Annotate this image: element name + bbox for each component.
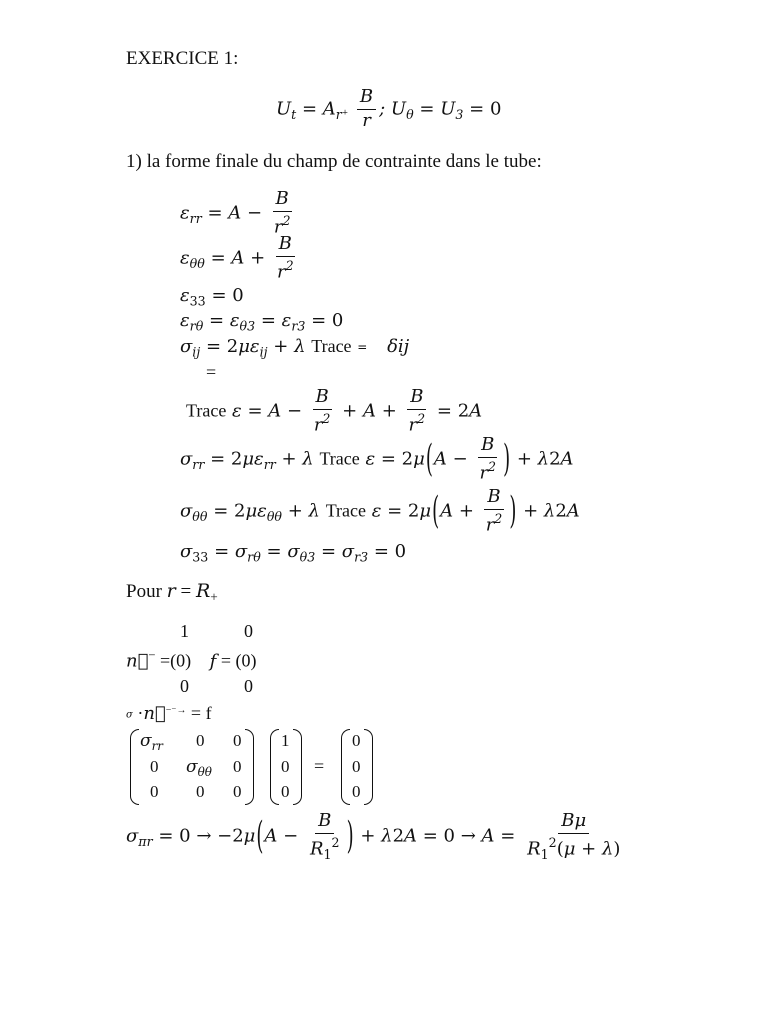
equation-sigma-ij: $\sigma_{ij} = 2\mu\varepsilon_{ij} + \lambda$ Trace = δij	[180, 336, 410, 360]
trace-label: Trace	[311, 336, 352, 356]
exercise-title: EXERCICE 1:	[126, 48, 239, 69]
force-vector-matrix: 0 0 0	[341, 729, 373, 805]
vector-n-f-line: n⃗− =(0) f = (0)	[126, 648, 257, 672]
equation-displacement: $U_t = A_{r^+}$ $\frac{B}{r}$ ; $U_\theta = U_3 = 0$	[276, 86, 502, 131]
pour-line: Pour $r = R_+$	[126, 580, 218, 605]
equation-sigma-thth: $\sigma_{\theta\theta} = 2\mu\varepsilon_{\theta\theta} + \lambda$ Trace ε = 2μ(A + $\frac{B}{r^2}$ ) + λ2A	[180, 486, 580, 536]
matrix-equals: =	[314, 756, 325, 776]
equation-eps-rr: $\varepsilon_{rr} = A$ − $\frac{B}{r^2}$	[180, 188, 291, 238]
equation-trace-eps: Trace ε = A − $\frac{B}{r^2}$ + A + $\frac{B}{r^2}$ = 2A	[186, 386, 483, 436]
equation-eps-thth: $\varepsilon_{\theta\theta} = A$ + $\frac{B}{r^2}$	[180, 233, 294, 283]
stray-equals: =	[206, 362, 217, 382]
equation-eps-33: $\varepsilon_{33} = 0$	[180, 285, 244, 309]
equation-sigma-rr: $\sigma_{rr} = 2\mu\varepsilon_{rr} + \lambda$ Trace ε = 2μ(A − $\frac{B}{r^2}$ ) + λ2A	[180, 434, 574, 484]
question-1-text: 1) la forme finale du champ de contrainte dans le tube:	[126, 151, 542, 172]
equation-final-A: $\sigma_{\pi r} = 0 \to -2\mu(A$ − $\frac{B}{R_1^2}$ ) + λ2A = 0 → A = $\frac{B\mu}{R_1^2(\mu + \lambda)}$	[126, 810, 621, 862]
equation-sigma-dot-n: σ ·n⃗−⁻→ = f	[126, 703, 212, 724]
vector-f-entry-2: 0	[241, 650, 251, 671]
vector-f-entry-3: 0	[244, 676, 253, 696]
normal-vector-matrix: 1 0 0	[270, 729, 302, 805]
vector-f-entry-1: 0	[244, 621, 253, 641]
vector-n-entry-3: 0	[180, 676, 189, 696]
stress-matrix: $\sigma_{rr}$ 0 0 0 $\sigma_{\theta\theta}$ 0 0 0 0	[130, 729, 254, 805]
equation-eps-shear: $\varepsilon_{r\theta} = \varepsilon_{\theta 3} = \varepsilon_{r3} = 0$	[180, 310, 344, 334]
equation-sigma-33: $\sigma_{33} = \sigma_{r\theta} = \sigma_{\theta 3} = \sigma_{r3} = 0$	[180, 541, 407, 565]
vector-n-entry-1: 1	[180, 621, 189, 641]
vector-n-entry-2: 0	[176, 650, 186, 671]
